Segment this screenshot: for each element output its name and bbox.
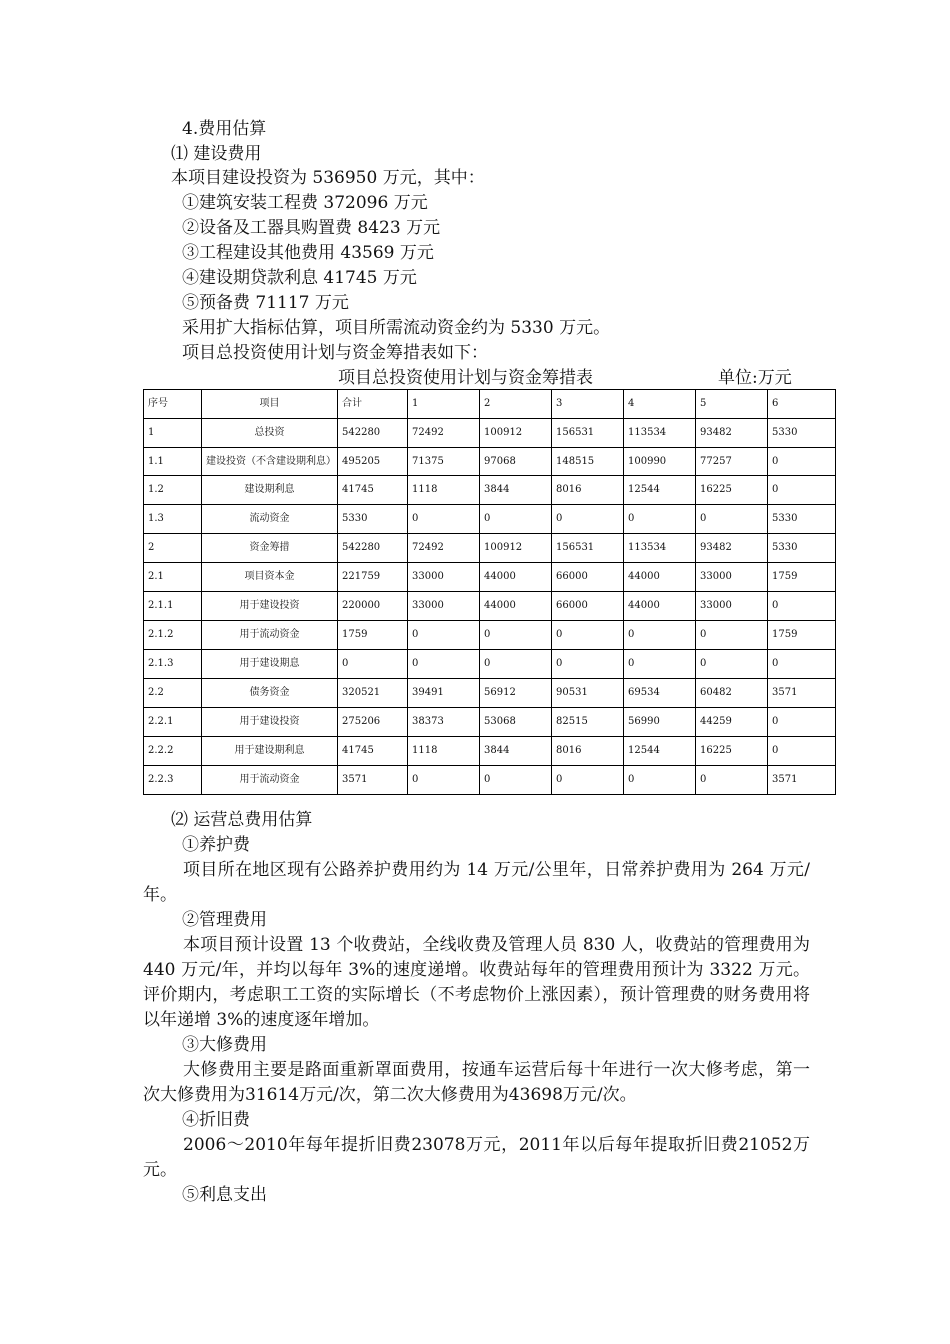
value-cell: 33000 <box>696 563 768 592</box>
value-cell: 0 <box>768 592 836 621</box>
value-cell: 0 <box>480 766 552 795</box>
value-cell: 93482 <box>696 534 768 563</box>
value-cell: 113534 <box>624 534 696 563</box>
table-row <box>144 534 836 563</box>
table-row <box>144 766 836 795</box>
value-cell: 69534 <box>624 679 696 708</box>
maintenance-text: 项目所在地区现有公路养护费用约为 14 万元/公里年，日常养护费用为 264 万元/年。 <box>143 860 810 905</box>
value-cell: 0 <box>696 766 768 795</box>
table-unit: 单位:万元 <box>718 368 792 388</box>
value-cell: 0 <box>696 650 768 679</box>
value-cell: 0 <box>552 650 624 679</box>
value-cell: 0 <box>338 650 408 679</box>
table-row <box>144 737 836 766</box>
header-cell: 合计 <box>338 390 408 419</box>
maintenance-title: ①养护费 <box>182 835 250 855</box>
cost-item: ⑤预备费 71117 万元 <box>182 293 349 313</box>
value-cell: 8016 <box>552 737 624 766</box>
value-cell: 16225 <box>696 476 768 505</box>
value-cell: 1118 <box>408 737 480 766</box>
value-cell: 39491 <box>408 679 480 708</box>
value-cell: 44000 <box>480 592 552 621</box>
value-cell: 38373 <box>408 708 480 737</box>
row-number-cell: 2.2 <box>144 679 202 708</box>
row-number-cell: 2.2.2 <box>144 737 202 766</box>
value-cell: 56912 <box>480 679 552 708</box>
value-cell: 33000 <box>408 592 480 621</box>
value-cell: 542280 <box>338 419 408 448</box>
investment-plan-table <box>143 389 836 795</box>
value-cell: 72492 <box>408 534 480 563</box>
value-cell: 0 <box>768 448 836 476</box>
value-cell: 5330 <box>338 505 408 534</box>
cost-item: ①建筑安装工程费 372096 万元 <box>182 193 428 213</box>
value-cell: 113534 <box>624 419 696 448</box>
value-cell: 0 <box>624 766 696 795</box>
item-name-cell: 用于建设投资 <box>202 708 338 737</box>
table-row <box>144 592 836 621</box>
value-cell: 0 <box>480 621 552 650</box>
working-capital-text: 采用扩大指标估算，项目所需流动资金约为 5330 万元。 <box>182 318 611 338</box>
table-row <box>144 621 836 650</box>
item-name-cell: 项目资本金 <box>202 563 338 592</box>
table-row <box>144 650 836 679</box>
value-cell: 97068 <box>480 448 552 476</box>
table-row <box>144 679 836 708</box>
row-number-cell: 2.2.3 <box>144 766 202 795</box>
value-cell: 0 <box>624 621 696 650</box>
value-cell: 44259 <box>696 708 768 737</box>
value-cell: 53068 <box>480 708 552 737</box>
value-cell: 100990 <box>624 448 696 476</box>
value-cell: 72492 <box>408 419 480 448</box>
value-cell: 93482 <box>696 419 768 448</box>
value-cell: 0 <box>480 505 552 534</box>
value-cell: 60482 <box>696 679 768 708</box>
value-cell: 33000 <box>408 563 480 592</box>
value-cell: 44000 <box>624 592 696 621</box>
item-name-cell: 用于建设投资 <box>202 592 338 621</box>
value-cell: 0 <box>552 505 624 534</box>
value-cell: 0 <box>696 505 768 534</box>
value-cell: 44000 <box>624 563 696 592</box>
value-cell: 1759 <box>768 563 836 592</box>
value-cell: 221759 <box>338 563 408 592</box>
value-cell: 0 <box>552 766 624 795</box>
value-cell: 41745 <box>338 476 408 505</box>
value-cell: 0 <box>624 505 696 534</box>
value-cell: 8016 <box>552 476 624 505</box>
value-cell: 41745 <box>338 737 408 766</box>
value-cell: 12544 <box>624 737 696 766</box>
value-cell: 44000 <box>480 563 552 592</box>
value-cell: 0 <box>408 766 480 795</box>
value-cell: 5330 <box>768 534 836 563</box>
value-cell: 3844 <box>480 737 552 766</box>
value-cell: 100912 <box>480 419 552 448</box>
value-cell: 320521 <box>338 679 408 708</box>
value-cell: 1118 <box>408 476 480 505</box>
item-name-cell: 用于建设期息 <box>202 650 338 679</box>
value-cell: 16225 <box>696 737 768 766</box>
overhaul-text: 大修费用主要是路面重新罩面费用，按通车运营后每十年进行一次大修考虑，第一次大修费用为31614万元/次，第二次大修费用为43698万元/次。 <box>143 1060 810 1105</box>
value-cell: 1759 <box>338 621 408 650</box>
value-cell: 148515 <box>552 448 624 476</box>
interest-title: ⑤利息支出 <box>182 1185 267 1205</box>
cost-item: ③工程建设其他费用 43569 万元 <box>182 243 434 263</box>
value-cell: 100912 <box>480 534 552 563</box>
value-cell: 82515 <box>552 708 624 737</box>
item-name-cell: 建设期利息 <box>202 476 338 505</box>
value-cell: 495205 <box>338 448 408 476</box>
value-cell: 12544 <box>624 476 696 505</box>
row-number-cell: 2.1.1 <box>144 592 202 621</box>
value-cell: 0 <box>768 708 836 737</box>
item-name-cell: 用于流动资金 <box>202 621 338 650</box>
row-number-cell: 1 <box>144 419 202 448</box>
value-cell: 71375 <box>408 448 480 476</box>
header-cell: 3 <box>552 390 624 419</box>
item-name-cell: 建设投资（不含建设期利息） <box>202 448 338 476</box>
value-cell: 3571 <box>768 766 836 795</box>
value-cell: 0 <box>768 476 836 505</box>
table-row <box>144 505 836 534</box>
value-cell: 542280 <box>338 534 408 563</box>
item-name-cell: 流动资金 <box>202 505 338 534</box>
item-name-cell: 债务资金 <box>202 679 338 708</box>
depreciation-title: ④折旧费 <box>182 1110 250 1130</box>
item-name-cell: 用于建设期利息 <box>202 737 338 766</box>
value-cell: 3571 <box>338 766 408 795</box>
row-number-cell: 2 <box>144 534 202 563</box>
construction-intro: 本项目建设投资为 536950 万元，其中： <box>171 168 485 188</box>
value-cell: 156531 <box>552 534 624 563</box>
value-cell: 5330 <box>768 419 836 448</box>
value-cell: 0 <box>768 650 836 679</box>
value-cell: 5330 <box>768 505 836 534</box>
header-cell: 6 <box>768 390 836 419</box>
value-cell: 0 <box>696 621 768 650</box>
value-cell: 3571 <box>768 679 836 708</box>
table-row <box>144 448 836 476</box>
value-cell: 156531 <box>552 419 624 448</box>
item-name-cell: 用于流动资金 <box>202 766 338 795</box>
cost-item: ④建设期贷款利息 41745 万元 <box>182 268 417 288</box>
section-heading: 4.费用估算 <box>182 119 267 139</box>
value-cell: 66000 <box>552 563 624 592</box>
table-row <box>144 419 836 448</box>
row-number-cell: 1.3 <box>144 505 202 534</box>
row-number-cell: 2.1.3 <box>144 650 202 679</box>
header-cell: 1 <box>408 390 480 419</box>
value-cell: 220000 <box>338 592 408 621</box>
overhaul-title: ③大修费用 <box>182 1035 267 1055</box>
value-cell: 0 <box>480 650 552 679</box>
depreciation-text: 2006～2010年每年提折旧费23078万元，2011年以后每年提取折旧费21052万元。 <box>143 1135 810 1180</box>
value-cell: 0 <box>408 505 480 534</box>
header-cell: 5 <box>696 390 768 419</box>
row-number-cell: 1.2 <box>144 476 202 505</box>
cost-item: ②设备及工器具购置费 8423 万元 <box>182 218 441 238</box>
item-name-cell: 总投资 <box>202 419 338 448</box>
value-cell: 90531 <box>552 679 624 708</box>
value-cell: 0 <box>408 621 480 650</box>
value-cell: 275206 <box>338 708 408 737</box>
table-title: 项目总投资使用计划与资金筹措表 <box>338 368 593 388</box>
value-cell: 3844 <box>480 476 552 505</box>
item-name-cell: 资金筹措 <box>202 534 338 563</box>
subsection-operating-cost: ⑵ 运营总费用估算 <box>171 810 313 830</box>
value-cell: 56990 <box>624 708 696 737</box>
subsection-construction-cost: ⑴ 建设费用 <box>171 144 262 164</box>
row-number-cell: 1.1 <box>144 448 202 476</box>
table-row <box>144 563 836 592</box>
management-text: 本项目预计设置 13 个收费站，全线收费及管理人员 830 人，收费站的管理费用为 440 万元/年，并均以每年 3%的速度递增。收费站每年的管理费用预计为 3322 万元。评价期内，考虑职工工资的实际增长（不考虑物价上涨因素），预计管理费的财务费用将以年递增 3%的速度逐年增加。 <box>143 935 810 1030</box>
header-cell: 项目 <box>202 390 338 419</box>
header-cell: 序号 <box>144 390 202 419</box>
value-cell: 0 <box>768 737 836 766</box>
value-cell: 33000 <box>696 592 768 621</box>
header-cell: 4 <box>624 390 696 419</box>
value-cell: 66000 <box>552 592 624 621</box>
value-cell: 0 <box>408 650 480 679</box>
management-title: ②管理费用 <box>182 910 267 930</box>
value-cell: 0 <box>624 650 696 679</box>
row-number-cell: 2.1 <box>144 563 202 592</box>
value-cell: 1759 <box>768 621 836 650</box>
table-row <box>144 708 836 737</box>
value-cell: 77257 <box>696 448 768 476</box>
value-cell: 0 <box>552 621 624 650</box>
row-number-cell: 2.2.1 <box>144 708 202 737</box>
table-intro: 项目总投资使用计划与资金筹措表如下： <box>182 343 488 363</box>
table-row <box>144 476 836 505</box>
row-number-cell: 2.1.2 <box>144 621 202 650</box>
table-header-row <box>144 390 836 419</box>
header-cell: 2 <box>480 390 552 419</box>
